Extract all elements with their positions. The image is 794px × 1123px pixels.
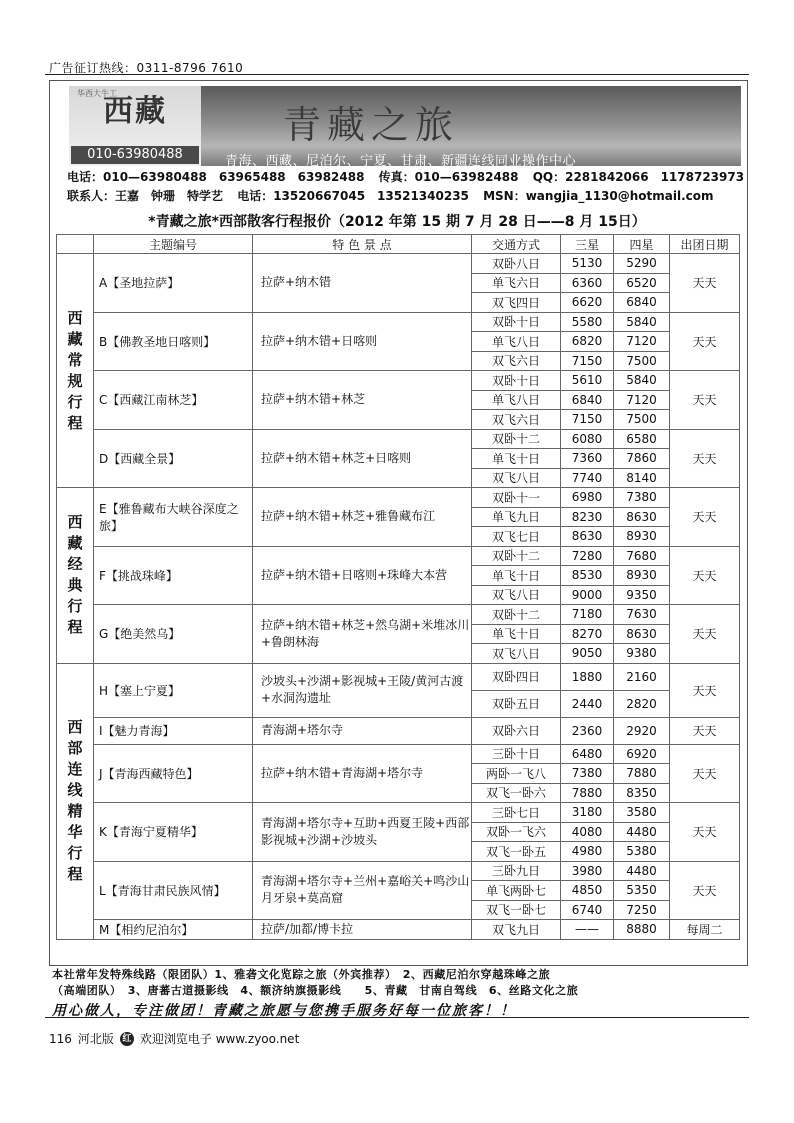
table-row: [57, 803, 740, 823]
price-four-star: 7120: [614, 332, 670, 352]
contact-phone: 电话：010—63980488 63965488 63982488: [67, 170, 365, 184]
price-four-star: 5840: [614, 312, 670, 332]
route-name: L【青海甘肃民族风情】: [94, 861, 253, 920]
route-name: J【青海西藏特色】: [94, 744, 253, 803]
table-row: [57, 546, 740, 566]
transport-cell: 双卧十二: [472, 605, 561, 625]
departure-cell: 天天: [670, 744, 740, 803]
transport-cell: 双飞七日: [472, 527, 561, 547]
route-name: E【雅鲁藏布大峡谷深度之旅】: [94, 488, 253, 547]
table-row: [57, 605, 740, 625]
price-three-star: 3980: [561, 861, 614, 881]
transport-cell: 双卧十二: [472, 429, 561, 449]
price-four-star: 6920: [614, 744, 670, 764]
departure-cell: 天天: [670, 605, 740, 664]
price-three-star: 5580: [561, 312, 614, 332]
price-four-star: 8880: [614, 920, 670, 940]
price-three-star: 4080: [561, 822, 614, 842]
contact-line-2: [67, 187, 724, 204]
price-three-star: 6480: [561, 744, 614, 764]
transport-cell: 两卧一飞八: [472, 764, 561, 784]
price-four-star: 5350: [614, 881, 670, 901]
price-four-star: 7860: [614, 449, 670, 469]
edition: 河北版: [77, 1032, 114, 1046]
departure-cell: 天天: [670, 371, 740, 430]
transport-cell: 双卧四日: [472, 663, 561, 690]
price-three-star: 3180: [561, 803, 614, 823]
logo-subtext: 华西大牛工: [77, 89, 117, 98]
banner-title: 青藏之旅: [283, 103, 460, 147]
price-three-star: 8630: [561, 527, 614, 547]
price-three-star: 7150: [561, 351, 614, 371]
route-spots: 青海湖+塔尔寺+互助+西夏王陵+西部影视城+沙湖+沙坡头: [253, 803, 472, 862]
price-three-star: 7880: [561, 783, 614, 803]
route-spots: 拉萨+纳木错+青海湖+塔尔寺: [253, 744, 472, 803]
transport-cell: 单飞十日: [472, 566, 561, 586]
transport-cell: 三卧十日: [472, 744, 561, 764]
page-number: 116: [49, 1031, 72, 1046]
table-row: [57, 312, 740, 332]
table-row: [57, 663, 740, 690]
price-four-star: 7630: [614, 605, 670, 625]
price-three-star: 6740: [561, 900, 614, 920]
price-four-star: 6520: [614, 273, 670, 293]
departure-cell: 天天: [670, 312, 740, 371]
transport-cell: 双卧六日: [472, 717, 561, 744]
departure-cell: 天天: [670, 546, 740, 605]
table-row: [57, 429, 740, 449]
route-spots: 青海湖+塔尔寺: [253, 717, 472, 744]
table-title: *青藏之旅*西部散客行程报价（2012 年第 15 期 7 月 28 日——8 月 15日）: [148, 214, 646, 230]
banner-subtitle: 青海、西藏、尼泊尔、宁夏、甘肃、新疆连线同业操作中心: [225, 154, 577, 169]
bottom-divider: [45, 1017, 749, 1018]
header-four-star: 四星: [614, 235, 670, 254]
table-row: [57, 371, 740, 391]
transport-cell: 单飞九日: [472, 507, 561, 527]
departure-cell: 天天: [670, 429, 740, 488]
table-row: [57, 861, 740, 881]
price-three-star: 7360: [561, 449, 614, 469]
route-name: A【圣地拉萨】: [94, 254, 253, 313]
route-name: F【挑战珠峰】: [94, 546, 253, 605]
price-three-star: 6840: [561, 390, 614, 410]
route-spots: 拉萨/加都/博卡拉: [253, 920, 472, 940]
table-row: [57, 920, 740, 940]
price-four-star: 8140: [614, 468, 670, 488]
price-three-star: 7150: [561, 410, 614, 430]
departure-cell: 每周二: [670, 920, 740, 940]
category-label: [57, 663, 94, 939]
price-three-star: 6360: [561, 273, 614, 293]
price-four-star: 7680: [614, 546, 670, 566]
price-four-star: 2920: [614, 717, 670, 744]
transport-cell: 双卧八日: [472, 254, 561, 274]
price-three-star: 5610: [561, 371, 614, 391]
transport-cell: 双飞一卧六: [472, 783, 561, 803]
route-spots: 拉萨+纳木错+林芝+雅鲁藏布江: [253, 488, 472, 547]
route-name: D【西藏全景】: [94, 429, 253, 488]
price-four-star: 5840: [614, 371, 670, 391]
note-line-2: （高端团队） 3、唐蕃古道摄影线 4、额济纳旗摄影线 5、青藏 甘南自驾线 6、丝路文化之旅: [52, 984, 579, 997]
price-three-star: 7280: [561, 546, 614, 566]
price-four-star: 5290: [614, 254, 670, 274]
transport-cell: 双卧五日: [472, 690, 561, 717]
price-four-star: 4480: [614, 822, 670, 842]
logo-phone: 010-63980488: [71, 146, 199, 164]
category-text: 西藏常规行程: [67, 308, 83, 432]
price-four-star: 7120: [614, 390, 670, 410]
route-name: C【西藏江南林芝】: [94, 371, 253, 430]
header-blank: [57, 235, 94, 254]
transport-cell: 双卧一飞六: [472, 822, 561, 842]
route-spots: 拉萨+纳木错+林芝+然乌湖+米堆冰川+鲁朗林海: [253, 605, 472, 664]
route-name: K【青海宁夏精华】: [94, 803, 253, 862]
route-spots: 拉萨+纳木错+日喀则: [253, 312, 472, 371]
table-body: [57, 254, 740, 940]
header-theme: 主题编号: [94, 235, 253, 254]
route-name: H【塞上宁夏】: [94, 663, 253, 717]
price-three-star: 7380: [561, 764, 614, 784]
price-four-star: 7380: [614, 488, 670, 508]
route-spots: 沙坡头+沙湖+影视城+王陵/黄河古渡+水洞沟遗址: [253, 663, 472, 717]
transport-cell: 双飞一卧五: [472, 842, 561, 862]
route-spots: 拉萨+纳木错: [253, 254, 472, 313]
price-four-star: 7500: [614, 351, 670, 371]
price-four-star: 7880: [614, 764, 670, 784]
transport-cell: 双卧十日: [472, 312, 561, 332]
price-four-star: 8930: [614, 527, 670, 547]
transport-cell: 双飞四日: [472, 293, 561, 313]
route-name: G【绝美然乌】: [94, 605, 253, 664]
table-row: [57, 488, 740, 508]
transport-cell: 三卧七日: [472, 803, 561, 823]
transport-cell: 双飞九日: [472, 920, 561, 940]
transport-cell: 双卧十一: [472, 488, 561, 508]
price-three-star: 9050: [561, 644, 614, 664]
contact-fax: 传真：010—63982488: [378, 170, 519, 184]
price-four-star: 2820: [614, 690, 670, 717]
route-spots: 拉萨+纳木错+林芝+日喀则: [253, 429, 472, 488]
price-three-star: 2360: [561, 717, 614, 744]
transport-cell: 双卧十二: [472, 546, 561, 566]
departure-cell: 天天: [670, 663, 740, 717]
footer: [49, 1030, 299, 1047]
category-label: [57, 254, 94, 488]
price-three-star: 8530: [561, 566, 614, 586]
route-name: I【魅力青海】: [94, 717, 253, 744]
price-three-star: 4980: [561, 842, 614, 862]
transport-cell: 单飞八日: [472, 390, 561, 410]
banner-logo: [69, 86, 201, 166]
price-four-star: 9380: [614, 644, 670, 664]
route-spots: 青海湖+塔尔寺+兰州+嘉峪关+鸣沙山月牙泉+莫高窟: [253, 861, 472, 920]
price-four-star: 7500: [614, 410, 670, 430]
price-four-star: 2160: [614, 663, 670, 690]
price-three-star: 9000: [561, 585, 614, 605]
category-label: [57, 488, 94, 664]
price-three-star: 1880: [561, 663, 614, 690]
price-three-star: ——: [561, 920, 614, 940]
contact-line-1: [67, 168, 754, 185]
price-four-star: 6840: [614, 293, 670, 313]
slogan: 用心做人，专注做团！青藏之旅愿与您携手服务好每一位旅客！！: [52, 1003, 516, 1019]
departure-cell: 天天: [670, 717, 740, 744]
header-departure: 出团日期: [670, 235, 740, 254]
price-four-star: 9350: [614, 585, 670, 605]
price-three-star: 2440: [561, 690, 614, 717]
table-row: [57, 254, 740, 274]
transport-cell: 单飞八日: [472, 332, 561, 352]
route-name: M【相约尼泊尔】: [94, 920, 253, 940]
departure-cell: 天天: [670, 861, 740, 920]
contact-msn: MSN：wangjia_1130@hotmail.com: [483, 189, 714, 203]
price-three-star: 5130: [561, 254, 614, 274]
price-three-star: 7740: [561, 468, 614, 488]
contact-people: 联系人：王嘉 钟珊 特学艺: [67, 189, 224, 203]
price-four-star: 5380: [614, 842, 670, 862]
price-four-star: 7250: [614, 900, 670, 920]
price-three-star: 8270: [561, 624, 614, 644]
category-text: 西部连线精华行程: [67, 718, 83, 883]
transport-cell: 三卧九日: [472, 861, 561, 881]
transport-cell: 双飞一卧七: [472, 900, 561, 920]
transport-cell: 双飞六日: [472, 351, 561, 371]
departure-cell: 天天: [670, 254, 740, 313]
price-three-star: 6980: [561, 488, 614, 508]
price-four-star: 6580: [614, 429, 670, 449]
note-line-1: 本社常年发特殊线路（限团队）1、雅砻文化览踪之旅（外宾推荐） 2、西藏尼泊尔穿越珠峰之旅: [52, 968, 551, 981]
price-three-star: 8230: [561, 507, 614, 527]
price-four-star: 4480: [614, 861, 670, 881]
top-divider: [45, 74, 749, 75]
contact-qq: QQ：2281842066 1178723973: [532, 170, 745, 184]
table-row: [57, 717, 740, 744]
price-three-star: 7180: [561, 605, 614, 625]
site-badge-icon: 红: [120, 1032, 134, 1046]
table-header-row: [57, 235, 740, 254]
header-three-star: 三星: [561, 235, 614, 254]
transport-cell: 单飞六日: [472, 273, 561, 293]
price-three-star: 6620: [561, 293, 614, 313]
route-name: B【佛教圣地日喀则】: [94, 312, 253, 371]
price-three-star: 6820: [561, 332, 614, 352]
price-four-star: 8930: [614, 566, 670, 586]
price-four-star: 8350: [614, 783, 670, 803]
departure-cell: 天天: [670, 803, 740, 862]
footer-site[interactable]: 欢迎浏览电子 www.zyoo.net: [139, 1032, 300, 1046]
header-spots: 特 色 景 点: [253, 235, 472, 254]
ad-hotline: 广告征订热线：0311-8796 7610: [49, 61, 244, 75]
transport-cell: 双飞八日: [472, 644, 561, 664]
price-four-star: 8630: [614, 624, 670, 644]
route-spots: 拉萨+纳木错+日喀则+珠峰大本营: [253, 546, 472, 605]
transport-cell: 单飞十日: [472, 449, 561, 469]
logo-script-text: 西藏: [103, 94, 167, 129]
transport-cell: 双飞六日: [472, 410, 561, 430]
price-table: [56, 234, 740, 940]
price-three-star: 4850: [561, 881, 614, 901]
price-three-star: 6080: [561, 429, 614, 449]
category-text: 西藏经典行程: [67, 513, 83, 637]
transport-cell: 双卧十日: [472, 371, 561, 391]
price-four-star: 3580: [614, 803, 670, 823]
contact-mobile: 电话：13520667045 13521340235: [237, 189, 469, 203]
route-spots: 拉萨+纳木错+林芝: [253, 371, 472, 430]
table-row: [57, 744, 740, 764]
transport-cell: 单飞两卧七: [472, 881, 561, 901]
header-transport: 交通方式: [472, 235, 561, 254]
transport-cell: 单飞十日: [472, 624, 561, 644]
price-four-star: 8630: [614, 507, 670, 527]
transport-cell: 双飞八日: [472, 468, 561, 488]
departure-cell: 天天: [670, 488, 740, 547]
transport-cell: 双飞八日: [472, 585, 561, 605]
